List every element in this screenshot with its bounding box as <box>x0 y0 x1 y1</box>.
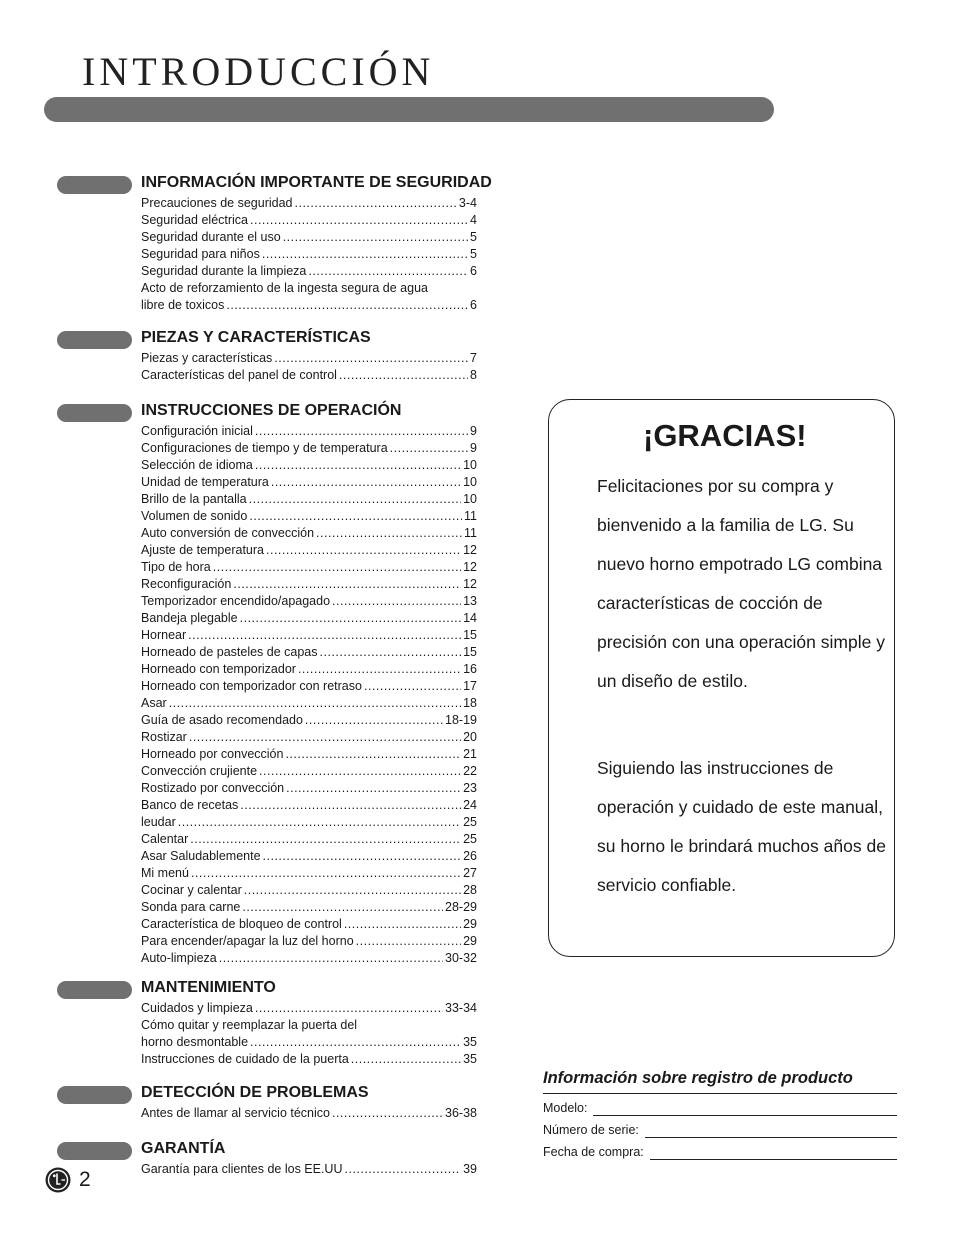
toc-entry <box>141 661 477 678</box>
entry-label: Seguridad eléctrica <box>141 213 249 227</box>
entry-page: 12 <box>463 560 477 574</box>
dot-leader <box>244 882 461 899</box>
entry-label: Acto de reforzamiento de la ingesta segura de agua <box>141 281 428 295</box>
toc-entry <box>141 1051 477 1068</box>
toc-entry <box>141 865 477 882</box>
dot-leader <box>351 1051 461 1068</box>
entry-label: Cocinar y calentar <box>141 883 242 897</box>
toc-entry <box>141 263 477 280</box>
entry-label: Unidad de temperatura <box>141 475 269 489</box>
thanks-box <box>548 399 895 957</box>
entry-page: 25 <box>463 832 477 846</box>
section-entries <box>141 1105 477 1122</box>
dot-leader <box>249 508 462 525</box>
entry-label: Bandeja plegable <box>141 611 238 625</box>
registration-title: Información sobre registro de producto <box>543 1069 853 1087</box>
dot-leader <box>286 780 461 797</box>
section-pill <box>57 1086 132 1104</box>
entry-label: Piezas y características <box>141 351 273 365</box>
toc-entry <box>141 1105 477 1122</box>
section-pill <box>57 176 132 194</box>
entry-label: Calentar <box>141 832 189 846</box>
section-entries <box>141 350 477 384</box>
toc-entry <box>141 1034 477 1051</box>
entry-label: Auto-limpieza <box>141 951 217 965</box>
toc-entry <box>141 729 477 746</box>
entry-page: 15 <box>463 628 477 642</box>
toc-entry <box>141 644 477 661</box>
toc-entry <box>141 367 477 384</box>
section-entries <box>141 195 477 314</box>
section-pill <box>57 331 132 349</box>
entry-label: Rostizado por convección <box>141 781 285 795</box>
toc-entry <box>141 882 477 899</box>
toc-entry <box>141 695 477 712</box>
entry-label: Tipo de hora <box>141 560 211 574</box>
toc-entry <box>141 746 477 763</box>
toc-entry <box>141 610 477 627</box>
entry-label: Rostizar <box>141 730 187 744</box>
entry-page: 15 <box>463 645 477 659</box>
entry-label: Configuración inicial <box>141 424 253 438</box>
entry-label: leudar <box>141 815 176 829</box>
section-title: GARANTÍA <box>141 1140 226 1157</box>
entry-page: 5 <box>470 230 477 244</box>
toc-entry <box>141 212 477 229</box>
toc-entry <box>141 593 477 610</box>
entry-label: Cómo quitar y reemplazar la puerta del <box>141 1018 358 1032</box>
entry-label: Instrucciones de cuidado de la puerta <box>141 1052 349 1066</box>
entry-label: Volumen de sonido <box>141 509 248 523</box>
entry-page: 30-32 <box>445 951 477 965</box>
toc-entry <box>141 508 477 525</box>
toc-entry <box>141 933 477 950</box>
section-entries <box>141 423 477 967</box>
entry-label: Seguridad durante el uso <box>141 230 281 244</box>
toc-entry <box>141 525 477 542</box>
entry-label: Horneado con temporizador <box>141 662 296 676</box>
toc-entry <box>141 797 477 814</box>
dot-leader <box>259 763 461 780</box>
toc-entry <box>141 814 477 831</box>
registration-rule <box>543 1093 897 1094</box>
toc-entry <box>141 246 477 263</box>
toc-entry <box>141 457 477 474</box>
entry-page: 4 <box>470 213 477 227</box>
entry-page: 36-38 <box>445 1106 477 1120</box>
entry-label: Asar <box>141 696 167 710</box>
toc-entry <box>141 848 477 865</box>
entry-page: 25 <box>463 815 477 829</box>
entry-page: 11 <box>464 509 477 523</box>
entry-page: 17 <box>463 679 477 693</box>
entry-page: 23 <box>463 781 477 795</box>
dot-leader <box>316 525 462 542</box>
entry-label: Hornear <box>141 628 187 642</box>
entry-label: Horneado de pasteles de capas <box>141 645 318 659</box>
entry-page: 7 <box>470 351 477 365</box>
dot-leader <box>356 933 461 950</box>
dot-leader <box>274 350 468 367</box>
section-entries <box>141 1000 477 1068</box>
dot-leader <box>240 797 461 814</box>
toc-entry <box>141 440 477 457</box>
entry-label: Horneado con temporizador con retraso <box>141 679 362 693</box>
purchase-date-label: Fecha de compra: <box>543 1145 644 1159</box>
toc-entry <box>141 916 477 933</box>
entry-label: Mi menú <box>141 866 189 880</box>
toc-entry <box>141 1017 477 1034</box>
dot-leader <box>320 644 462 661</box>
dot-leader <box>191 865 461 882</box>
section-title: INFORMACIÓN IMPORTANTE DE SEGURIDAD <box>141 174 492 191</box>
dot-leader <box>255 1000 443 1017</box>
section-pill <box>57 981 132 999</box>
model-line <box>593 1103 897 1116</box>
entry-label: libre de toxicos <box>141 298 225 312</box>
entry-page: 12 <box>463 577 477 591</box>
section-pill <box>57 1142 132 1160</box>
entry-label: Selección de idioma <box>141 458 253 472</box>
dot-leader <box>345 1161 462 1178</box>
dot-leader <box>233 576 461 593</box>
dot-leader <box>305 712 443 729</box>
model-label: Modelo: <box>543 1101 588 1115</box>
toc-entry <box>141 831 477 848</box>
dot-leader <box>249 491 461 508</box>
model-field <box>543 1098 897 1116</box>
entry-label: horno desmontable <box>141 1035 249 1049</box>
dot-leader <box>344 916 461 933</box>
toc-entry <box>141 280 477 297</box>
entry-page: 28 <box>463 883 477 897</box>
entry-page: 14 <box>463 611 477 625</box>
section-title: MANTENIMIENTO <box>141 979 276 996</box>
toc-entry <box>141 297 477 314</box>
section-pill <box>57 404 132 422</box>
dot-leader <box>255 423 468 440</box>
dot-leader <box>332 593 461 610</box>
toc-entry <box>141 195 477 212</box>
entry-page: 12 <box>463 543 477 557</box>
entry-label: Banco de recetas <box>141 798 239 812</box>
toc-entry <box>141 542 477 559</box>
toc-entry <box>141 950 477 967</box>
entry-page: 18-19 <box>445 713 477 727</box>
toc-entry <box>141 1161 477 1178</box>
dot-leader <box>271 474 461 491</box>
dot-leader <box>364 678 461 695</box>
thanks-paragraph-2: Siguiendo las instrucciones de operación y cuidado de este manual, su horno le brindará muchos años de servicio confiable. <box>597 758 886 895</box>
entry-page: 27 <box>463 866 477 880</box>
entry-label: Sonda para carne <box>141 900 241 914</box>
entry-page: 21 <box>463 747 477 761</box>
section-title: PIEZAS Y CARACTERÍSTICAS <box>141 329 371 346</box>
dot-leader <box>213 559 461 576</box>
entry-page: 20 <box>463 730 477 744</box>
dot-leader <box>190 831 461 848</box>
entry-label: Temporizador encendido/apagado <box>141 594 331 608</box>
toc-entry <box>141 423 477 440</box>
entry-label: Seguridad durante la limpieza <box>141 264 307 278</box>
toc-entry <box>141 899 477 916</box>
entry-page: 26 <box>463 849 477 863</box>
dot-leader <box>242 899 443 916</box>
entry-label: Configuraciones de tiempo y de temperatura <box>141 441 388 455</box>
toc-entry <box>141 491 477 508</box>
entry-page: 11 <box>464 526 477 540</box>
entry-page: 6 <box>470 264 477 278</box>
entry-label: Precauciones de seguridad <box>141 196 293 210</box>
dot-leader <box>189 729 461 746</box>
entry-label: Auto conversión de convección <box>141 526 315 540</box>
entry-page: 9 <box>470 424 477 438</box>
purchase-date-field <box>543 1142 897 1160</box>
toc-entry <box>141 780 477 797</box>
entry-page: 10 <box>463 458 477 472</box>
entry-page: 10 <box>463 475 477 489</box>
dot-leader <box>295 195 457 212</box>
entry-label: Para encender/apagar la luz del horno <box>141 934 354 948</box>
toc-entry <box>141 576 477 593</box>
toc-entry <box>141 678 477 695</box>
page-title: INTRODUCCIÓN <box>82 49 435 94</box>
entry-label: Cuidados y limpieza <box>141 1001 253 1015</box>
dot-leader <box>332 1105 443 1122</box>
serial-number-line <box>645 1125 897 1138</box>
entry-page: 35 <box>463 1035 477 1049</box>
entry-label: Reconfiguración <box>141 577 232 591</box>
entry-page: 8 <box>470 368 477 382</box>
dot-leader <box>298 661 461 678</box>
entry-label: Característica de bloqueo de control <box>141 917 342 931</box>
dot-leader <box>240 610 461 627</box>
entry-page: 3-4 <box>458 196 477 210</box>
entry-page: 18 <box>463 696 477 710</box>
section-entries <box>141 1161 477 1178</box>
dot-leader <box>308 263 468 280</box>
toc-entry <box>141 1000 477 1017</box>
toc-entry <box>141 627 477 644</box>
serial-number-field <box>543 1120 897 1138</box>
serial-number-label: Número de serie: <box>543 1123 639 1137</box>
entry-page: 29 <box>463 917 477 931</box>
dot-leader <box>262 246 468 263</box>
dot-leader <box>263 848 462 865</box>
entry-label: Guía de asado recomendado <box>141 713 303 727</box>
dot-leader <box>169 695 461 712</box>
purchase-date-line <box>650 1147 897 1160</box>
dot-leader <box>255 457 461 474</box>
toc-entry <box>141 350 477 367</box>
dot-leader <box>226 297 468 314</box>
entry-page: 39 <box>463 1162 477 1176</box>
toc-entry <box>141 763 477 780</box>
page-number: 2 <box>79 1168 91 1191</box>
entry-label: Características del panel de control <box>141 368 337 382</box>
entry-page: 5 <box>470 247 477 261</box>
dot-leader <box>283 229 468 246</box>
entry-page: 33-34 <box>445 1001 477 1015</box>
entry-label: Seguridad para niños <box>141 247 260 261</box>
toc-entry <box>141 712 477 729</box>
dot-leader <box>266 542 461 559</box>
entry-page: 16 <box>463 662 477 676</box>
entry-label: Convección crujiente <box>141 764 258 778</box>
lg-logo <box>45 1167 71 1193</box>
entry-label: Garantía para clientes de los EE.UU <box>141 1162 343 1176</box>
entry-page: 28-29 <box>445 900 477 914</box>
entry-page: 35 <box>463 1052 477 1066</box>
toc-entry <box>141 229 477 246</box>
toc-entry <box>141 559 477 576</box>
dot-leader <box>339 367 468 384</box>
entry-page: 13 <box>463 594 477 608</box>
dot-leader <box>219 950 443 967</box>
dot-leader <box>188 627 461 644</box>
entry-page: 22 <box>463 764 477 778</box>
entry-page: 24 <box>463 798 477 812</box>
entry-label: Horneado por convección <box>141 747 284 761</box>
entry-label: Antes de llamar al servicio técnico <box>141 1106 330 1120</box>
thanks-title: ¡GRACIAS! <box>643 418 807 453</box>
entry-page: 29 <box>463 934 477 948</box>
entry-label: Brillo de la pantalla <box>141 492 247 506</box>
entry-page: 9 <box>470 441 477 455</box>
dot-leader <box>178 814 461 831</box>
entry-label: Ajuste de temperatura <box>141 543 264 557</box>
section-title: DETECCIÓN DE PROBLEMAS <box>141 1084 369 1101</box>
thanks-paragraph-1: Felicitaciones por su compra y bienvenido a la familia de LG. Su nuevo horno empotrado LG combina características de cocción de precisión con una operación simple y un diseño de estilo. <box>597 476 885 691</box>
dot-leader <box>250 1034 461 1051</box>
dot-leader <box>390 440 468 457</box>
section-title: INSTRUCCIONES DE OPERACIÓN <box>141 402 402 419</box>
dot-leader <box>250 212 468 229</box>
dot-leader <box>285 746 461 763</box>
entry-page: 6 <box>470 298 477 312</box>
entry-page: 10 <box>463 492 477 506</box>
toc-entry <box>141 474 477 491</box>
entry-label: Asar Saludablemente <box>141 849 261 863</box>
